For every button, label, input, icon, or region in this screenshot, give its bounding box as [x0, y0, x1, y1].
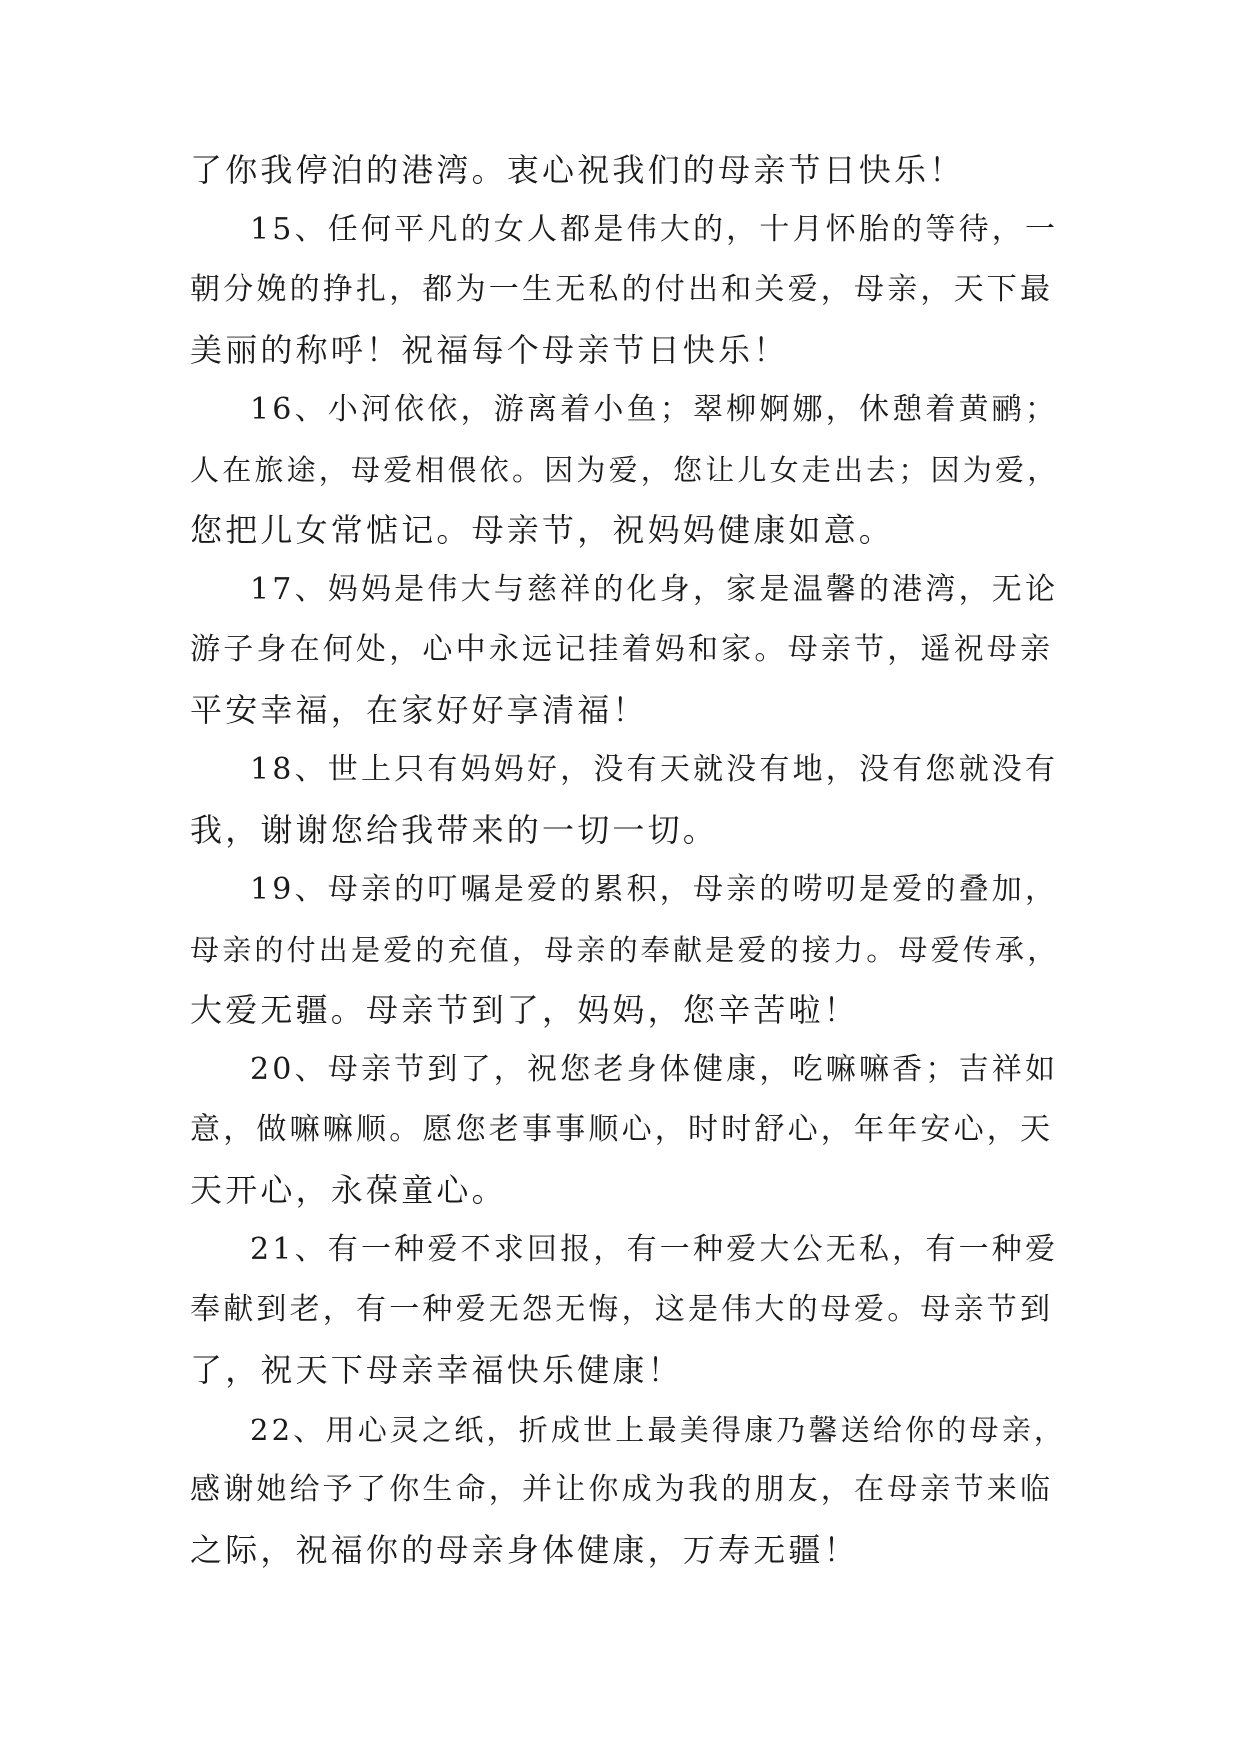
text-line: 感谢她给予了你生命，并让你成为我的朋友，在母亲节来临	[190, 1472, 1054, 1507]
text-line: 人在旅途，母爱相偎依。因为爱，您让儿女走出去；因为爱，	[190, 453, 1060, 487]
text-line: 母亲的付出是爱的充值，母亲的奉献是爱的接力。母爱传承，	[190, 933, 1060, 967]
text-line: 美丽的称呼！祝福每个母亲节日快乐！	[190, 331, 789, 369]
text-line: 平安幸福，在家好好享清福！	[190, 691, 648, 729]
paragraph-17-line: 17、妈妈是伟大与慈祥的化身，家是温馨的港湾，无论	[250, 572, 1059, 607]
text-line: 奉献到老，有一种爱无怨无悔，这是伟大的母爱。母亲节到	[190, 1292, 1054, 1327]
text-line: 意，做嘛嘛顺。愿您老事事顺心，时时舒心，年年安心，天	[190, 1112, 1054, 1147]
paragraph-20-line: 20、母亲节到了，祝您老身体健康，吃嘛嘛香；吉祥如	[250, 1052, 1059, 1087]
text-line: 了，祝天下母亲幸福快乐健康！	[190, 1351, 683, 1389]
paragraph-18-line: 18、世上只有妈妈好，没有天就没有地，没有您就没有	[250, 752, 1059, 787]
text-line: 您把儿女常惦记。母亲节，祝妈妈健康如意。	[190, 511, 895, 549]
text-line: 天开心，永葆童心。	[190, 1171, 507, 1209]
paragraph-16-line: 16、小河依依，游离着小鱼；翠柳婀娜，休憩着黄鹂；	[250, 392, 1059, 427]
text-line: 游子身在何处，心中永远记挂着妈和家。母亲节，遥祝母亲	[190, 632, 1054, 667]
text-line: 之际，祝福你的母亲身体健康，万寿无疆！	[190, 1531, 859, 1569]
paragraph-15-line: 15、任何平凡的女人都是伟大的，十月怀胎的等待，一	[250, 212, 1059, 247]
text-line: 大爱无疆。母亲节到了，妈妈，您辛苦啦！	[190, 991, 859, 1029]
paragraph-19-line: 19、母亲的叮嘱是爱的累积，母亲的唠叨是爱的叠加，	[250, 872, 1059, 907]
paragraph-21-line: 21、有一种爱不求回报，有一种爱大公无私，有一种爱	[250, 1232, 1059, 1267]
text-line: 我，谢谢您给我带来的一切一切。	[190, 811, 719, 849]
paragraph-22-line: 22、用心灵之纸，折成世上最美得康乃馨送给你的母亲，	[250, 1413, 1067, 1447]
text-line: 朝分娩的挣扎，都为一生无私的付出和关爱，母亲，天下最	[190, 272, 1054, 307]
text-line: 了你我停泊的港湾。衷心祝我们的母亲节日快乐！	[190, 151, 965, 189]
